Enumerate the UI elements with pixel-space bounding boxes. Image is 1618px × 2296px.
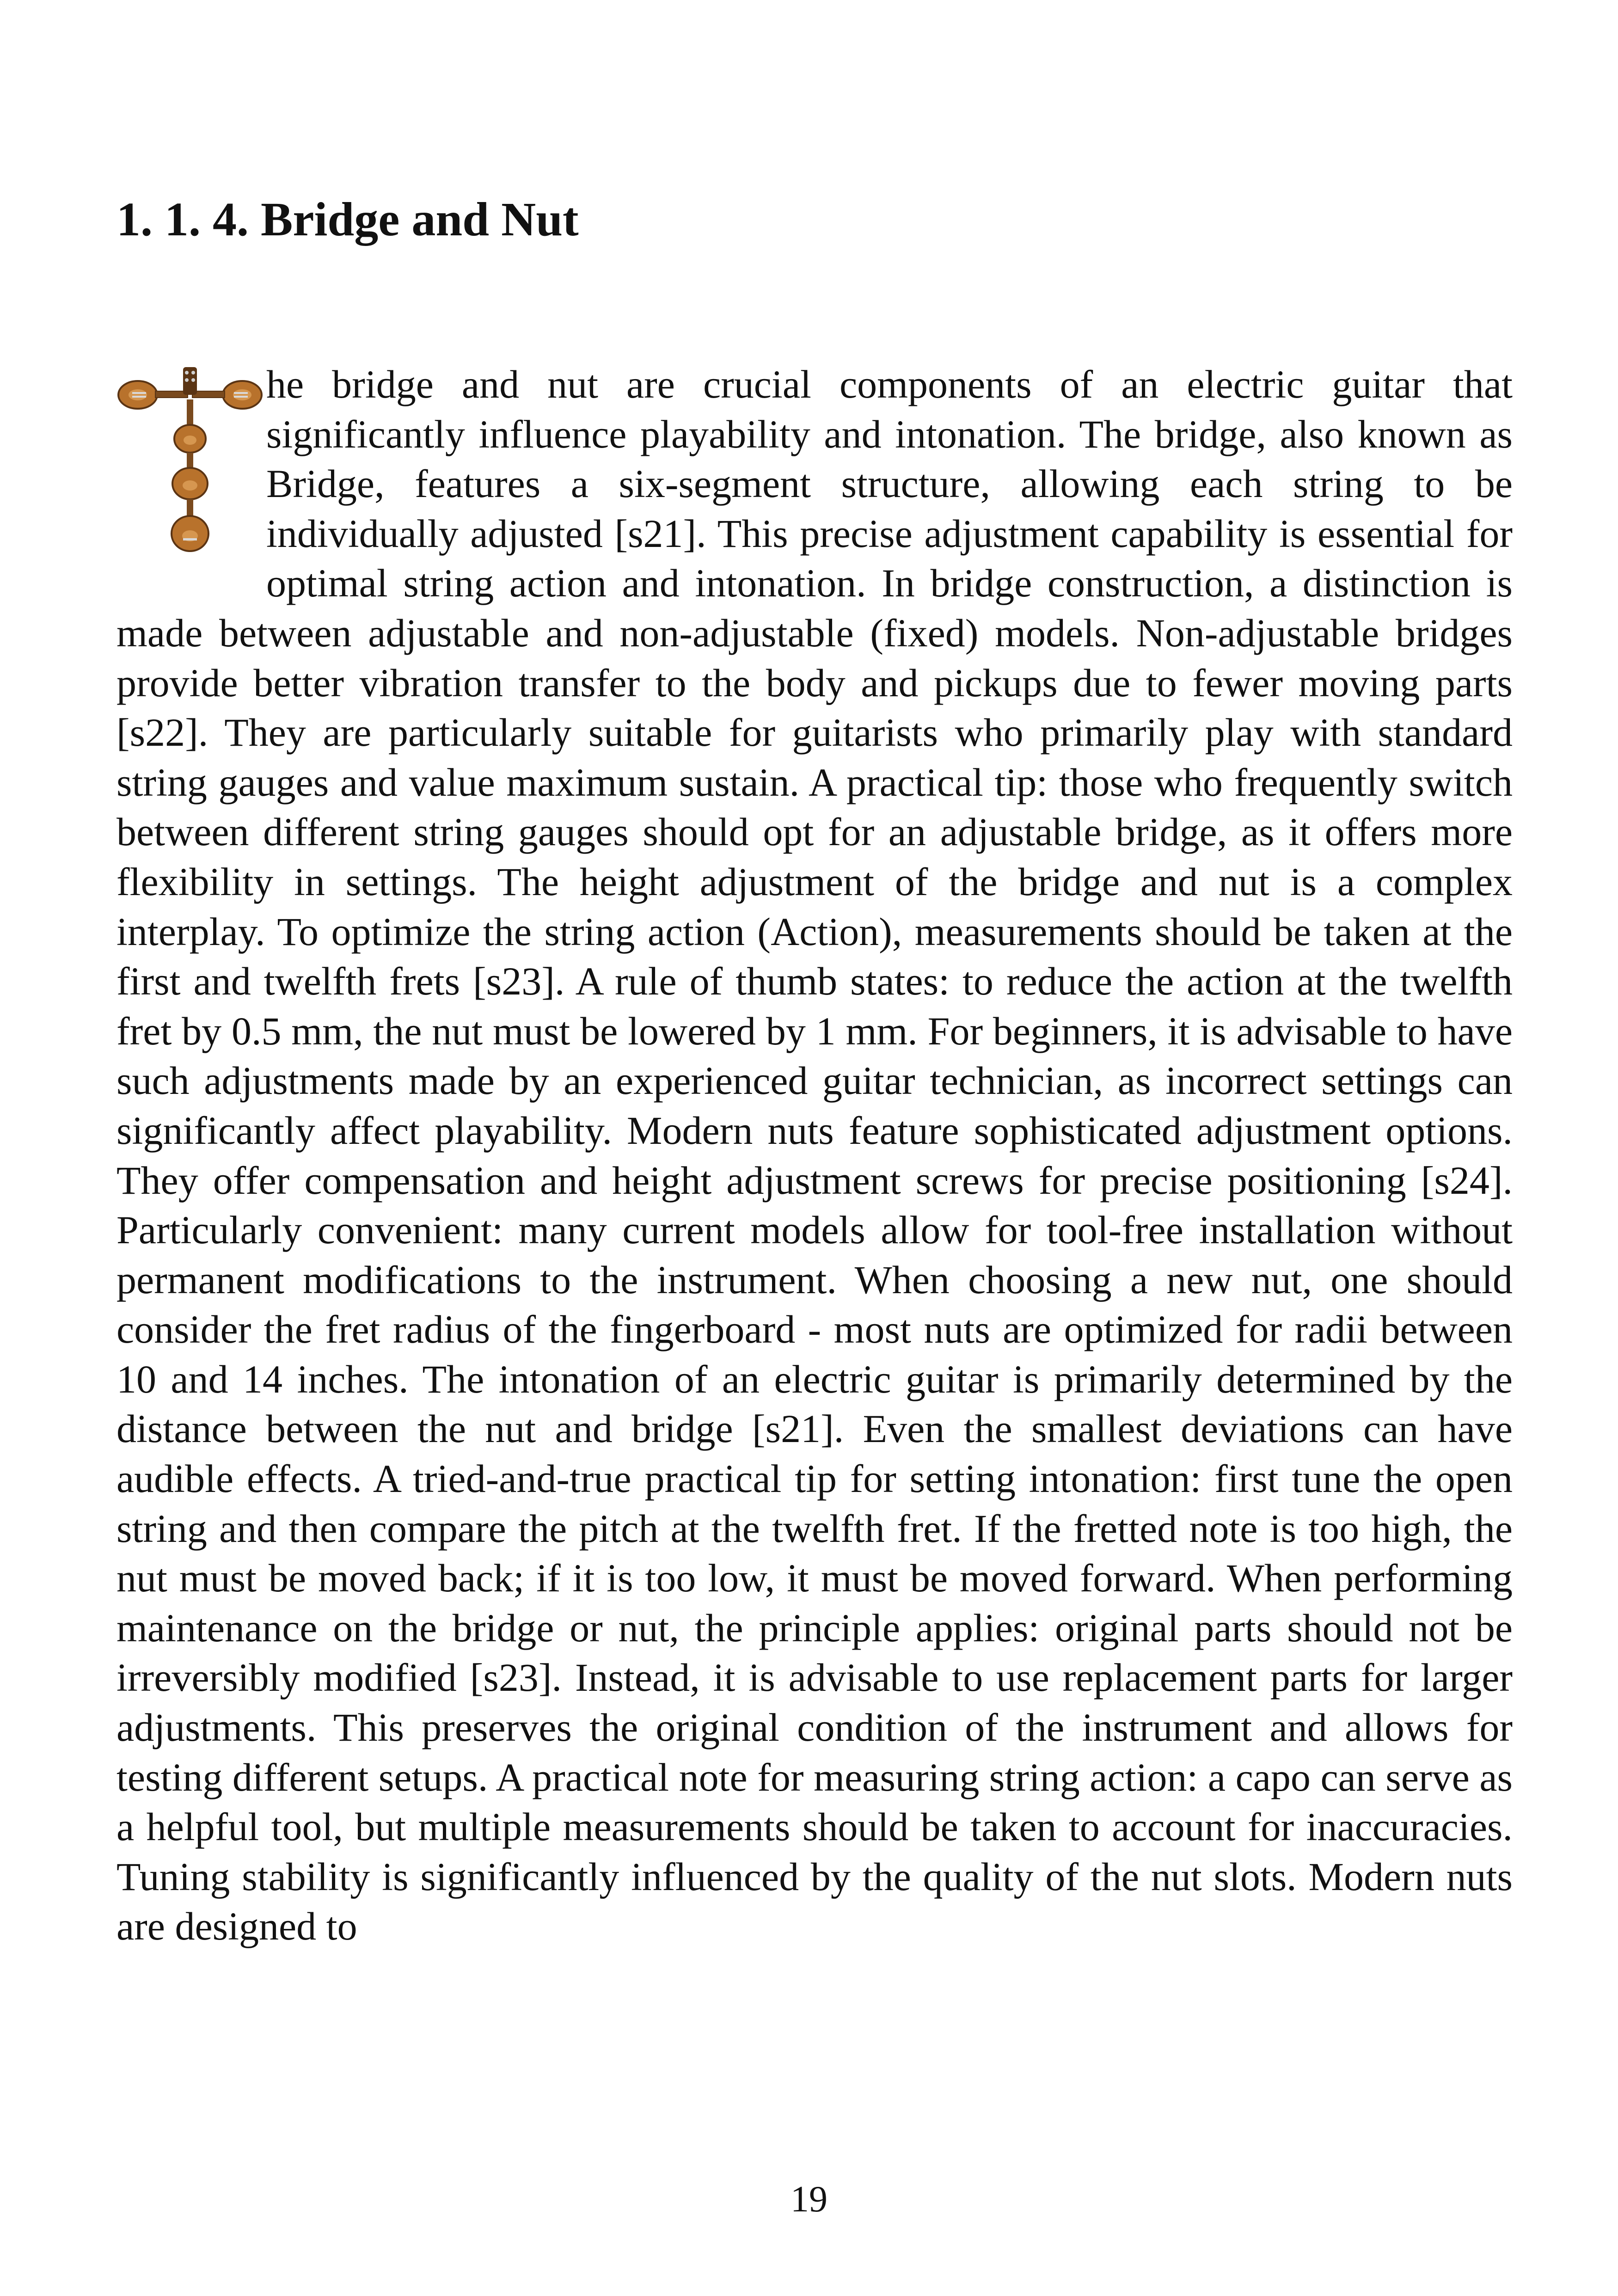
body-text-content: he bridge and nut are crucial components of an electric guitar that significantly influence playability and intonation. The bridge, also known as Bridge, features a six-segment structure, allowing each string to be individually adjusted [s21]. This precise adjustment capability is essential for optimal string action and intonation. In bridge construction, a distinction is made between adjustable and non-adjustable (fixed) models. Non-adjustable bridges provide better vibration transfer to the body and pickups due to fewer moving parts [s22]. They are particularly suitable for guitarists who primarily play with standard string gauges and value maximum sustain. A practical tip: those who frequently switch between different string gauges should opt for an adjustable bridge, as it offers more flexibility in settings. The height adjustment of the bridge and nut is a complex interplay. To optimize the string action (Action), measurements should be taken at the first and twelfth frets [s23]. A rule of thumb states: to reduce the action at the twelfth fret by 0.5 mm, the nut must be lowered by 1 mm. For beginners, it is advisable to have such adjustments made by an experienced guitar technician, as incorrect settings can significantly affect playability. Modern nuts feature sophisticated adjustment options. They offer compensation and height adjustment screws for precise positioning [s24]. Particularly convenient: many current models allow for tool-free installation without permanent modifications to the instrument. When choosing a new nut, one should consider the fret radius of the fingerboard - most nuts are optimized for radii between 10 and 14 inches. The intonation of an electric guitar is primarily determined by the distance between the nut and bridge [s21]. Even the smallest deviations can have audible effects. A tried-and-true practical tip for setting intonation: first tune the open string and then compare the pitch at the twelfth fret. If the fretted note is too high, the nut must be moved back; if it is too low, it must be moved forward. When performing maintenance on the bridge or nut, the principle applies: original parts should not be irreversibly modified [s23]. Instead, it is advisable to use replacement parts for larger adjustments. This preserves the original condition of the instrument and allows for testing different setups. A practical note for measuring string action: a capo can serve as a helpful tool, but multiple measurements should be taken to account for inaccuracies. Tuning stability is significantly influenced by the quality of the nut slots. Modern nuts are designed to bbox=[116, 362, 1513, 1949]
guitar-right-horizontal bbox=[192, 381, 262, 409]
guitar-headstock-center bbox=[183, 367, 197, 395]
guitar-letter-t-icon bbox=[114, 362, 266, 561]
page-number: 19 bbox=[791, 2179, 827, 2220]
body-paragraph bbox=[116, 360, 1513, 1952]
guitar-vertical-stack bbox=[172, 399, 208, 551]
drop-cap bbox=[114, 362, 266, 561]
guitar-left-horizontal bbox=[118, 381, 188, 409]
section-heading: 1. 1. 4. Bridge and Nut bbox=[116, 193, 579, 246]
